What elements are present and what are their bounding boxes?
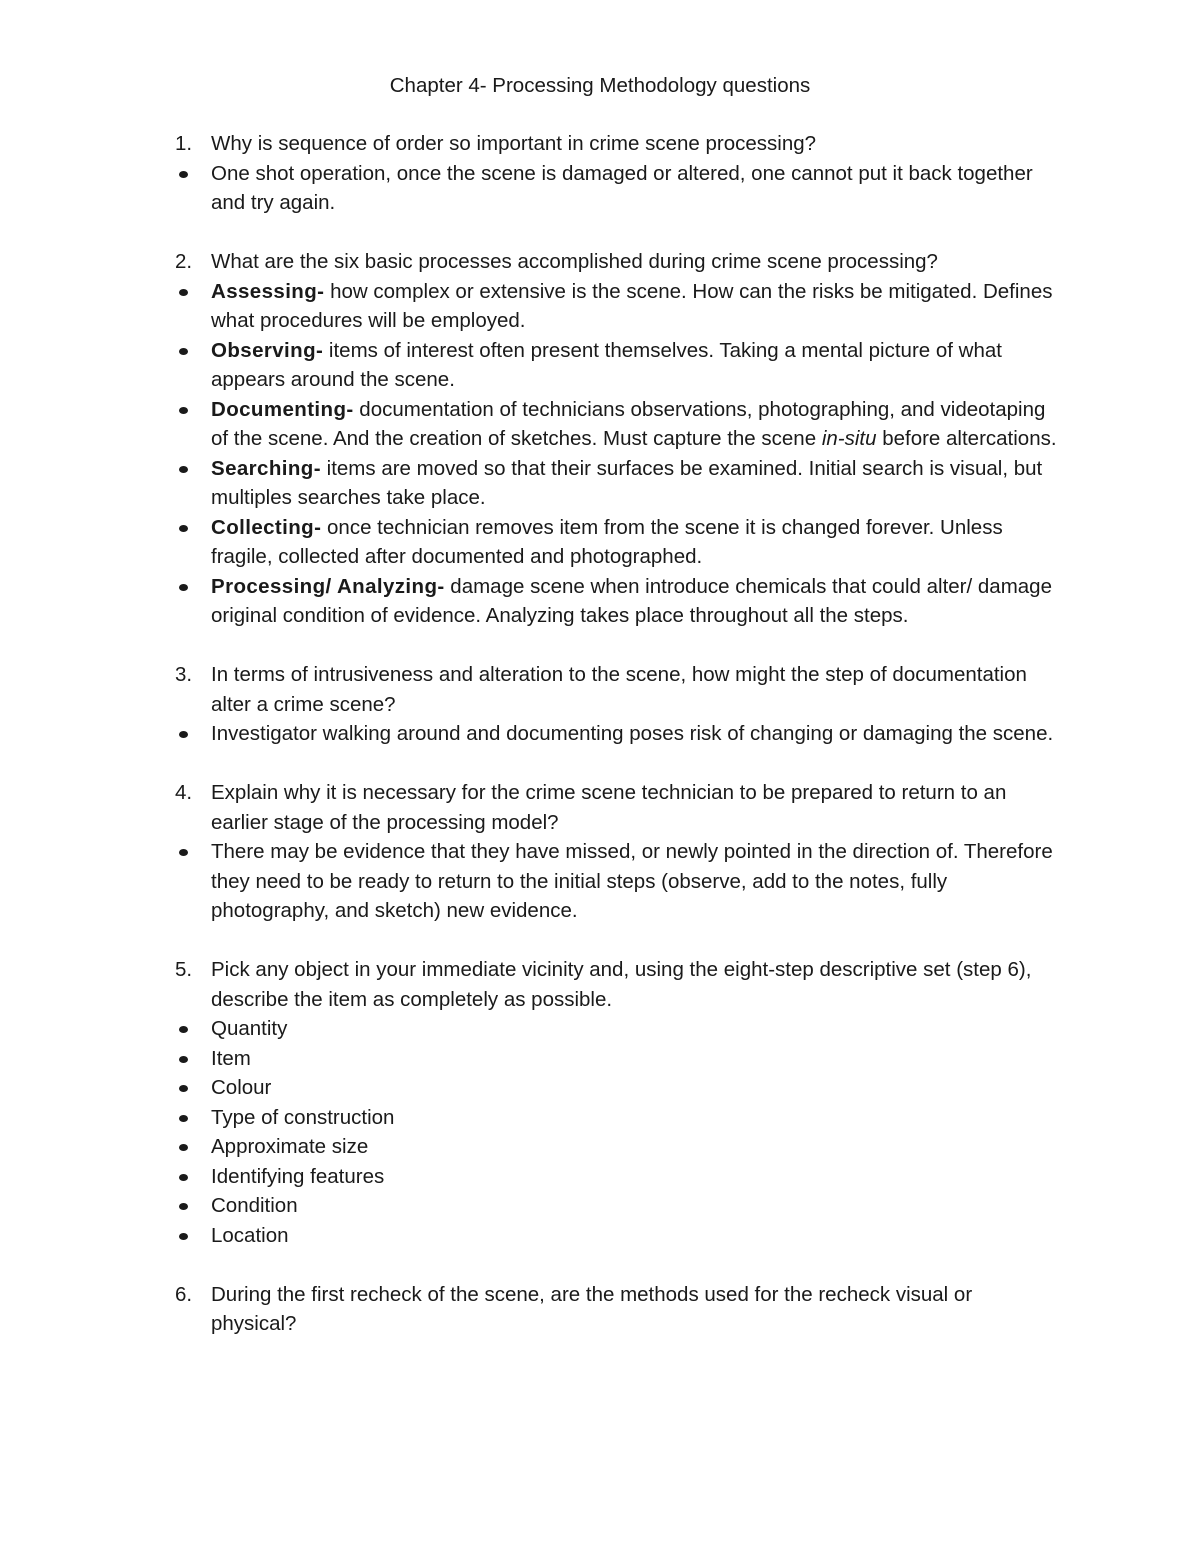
answer-text: Item <box>211 1046 251 1070</box>
question-text: What are the six basic processes accomplished during crime scene processing? <box>211 250 938 273</box>
bullet-icon <box>179 407 188 414</box>
answer-item-quantity <box>173 1014 1063 1044</box>
process-term: Processing/ Analyzing- <box>211 574 445 598</box>
process-item-documenting <box>173 395 1063 454</box>
bullet-icon <box>179 1056 188 1063</box>
process-text: damage scene when introduce chemicals that could alter/ damage original condition of evidence. Analyzing takes place throughout all the steps. <box>211 574 1052 627</box>
question-text: Pick any object in your immediate vicinity and, using the eight-step descriptive set (step 6), describe the item as completely as possible. <box>211 958 1032 1011</box>
bullet-icon <box>179 1203 188 1210</box>
process-text: documentation of technicians observations, photographing, and videotaping of the scene. And the creation of sketches. Must capture the scene <box>211 397 1046 450</box>
question-number: 3. <box>175 663 193 686</box>
question-text: In terms of intrusiveness and alteration to the scene, how might the step of documentation alter a crime scene? <box>211 663 1027 716</box>
bullet-icon <box>179 1174 188 1181</box>
answer-item <box>173 159 1063 218</box>
answer-item-construction <box>173 1103 1063 1133</box>
question-2 <box>173 247 1063 631</box>
question-6-row <box>173 1280 1063 1339</box>
question-1-row <box>173 129 1063 159</box>
bullet-icon <box>179 1085 188 1092</box>
answer-item-location <box>173 1221 1063 1251</box>
process-text: items of interest often present themselves. Taking a mental picture of what appears around the scene. <box>211 338 1002 391</box>
answer-text: Approximate size <box>211 1135 369 1158</box>
process-item-processing-analyzing <box>173 572 1063 631</box>
question-number: 6. <box>175 1282 193 1306</box>
process-term: Searching- <box>211 456 321 480</box>
question-text: During the first recheck of the scene, are the methods used for the recheck visual or physical? <box>211 1282 973 1335</box>
question-6 <box>173 1280 1063 1339</box>
question-text: Explain why it is necessary for the crime scene technician to be prepared to return to an earlier stage of the processing model? <box>211 781 1007 834</box>
question-1 <box>173 129 1063 218</box>
bullet-icon <box>179 584 188 591</box>
answer-text: Location <box>211 1223 289 1247</box>
process-text: once technician removes item from the scene it is changed forever. Unless fragile, collected after documented and photographed. <box>211 515 1003 568</box>
process-item-searching <box>173 454 1063 513</box>
process-text: items are moved so that their surfaces be examined. Initial search is visual, but multiples searches take place. <box>211 456 1043 509</box>
question-3-row <box>173 660 1063 719</box>
question-2-row <box>173 247 1063 277</box>
process-term: Documenting- <box>211 397 354 421</box>
process-item-observing <box>173 336 1063 395</box>
bullet-icon <box>179 849 188 856</box>
answer-item-size <box>173 1132 1063 1162</box>
process-emphasis: in-situ <box>821 427 877 450</box>
answer-item-condition <box>173 1191 1063 1221</box>
answer-item-item <box>173 1044 1063 1074</box>
bullet-icon <box>179 289 188 296</box>
process-term: Observing- <box>211 338 324 362</box>
question-text: Why is sequence of order so important in crime scene processing? <box>211 132 817 155</box>
process-term: Collecting- <box>211 515 322 539</box>
answer-text: Quantity <box>211 1017 288 1040</box>
bullet-icon <box>179 731 188 738</box>
question-list <box>173 129 1063 1368</box>
answer-text: Condition <box>211 1194 298 1217</box>
document-title: Chapter 4- Processing Methodology questions <box>389 74 811 97</box>
answer-text: One shot operation, once the scene is damaged or altered, one cannot put it back together and try again. <box>211 161 1033 214</box>
answer-item <box>173 837 1063 926</box>
answer-item <box>173 719 1063 749</box>
bullet-icon <box>179 348 188 355</box>
question-3 <box>173 660 1063 749</box>
answer-text: Investigator walking around and documenting poses risk of changing or damaging the scene. <box>211 722 1054 745</box>
process-item-assessing <box>173 277 1063 336</box>
process-text: how complex or extensive is the scene. How can the risks be mitigated. Defines what procedures will be employed. <box>211 279 1053 332</box>
bullet-icon <box>179 1233 188 1240</box>
question-number: 4. <box>175 781 193 804</box>
bullet-icon <box>179 1026 188 1033</box>
process-text-after: before altercations. <box>876 427 1057 450</box>
process-item-collecting <box>173 513 1063 572</box>
bullet-icon <box>179 171 188 178</box>
question-4 <box>173 778 1063 926</box>
process-term: Assessing- <box>211 279 325 303</box>
question-5-row <box>173 955 1063 1014</box>
bullet-icon <box>179 525 188 532</box>
answer-text: Identifying features <box>211 1164 385 1188</box>
bullet-icon <box>179 1144 188 1151</box>
question-4-row <box>173 778 1063 837</box>
question-number: 2. <box>175 250 193 273</box>
question-number: 5. <box>175 958 193 981</box>
bullet-icon <box>179 466 188 473</box>
answer-text: Type of construction <box>211 1105 395 1129</box>
answer-text: There may be evidence that they have missed, or newly pointed in the direction of. Therefore they need to be ready to return to the initial steps (observe, add to the notes, fully photography, and sketch) new evidence. <box>211 840 1053 922</box>
question-number: 1. <box>175 132 193 155</box>
question-5 <box>173 955 1063 1250</box>
answer-item-features <box>173 1162 1063 1192</box>
bullet-icon <box>179 1115 188 1122</box>
answer-item-colour <box>173 1073 1063 1103</box>
answer-text: Colour <box>211 1076 272 1099</box>
